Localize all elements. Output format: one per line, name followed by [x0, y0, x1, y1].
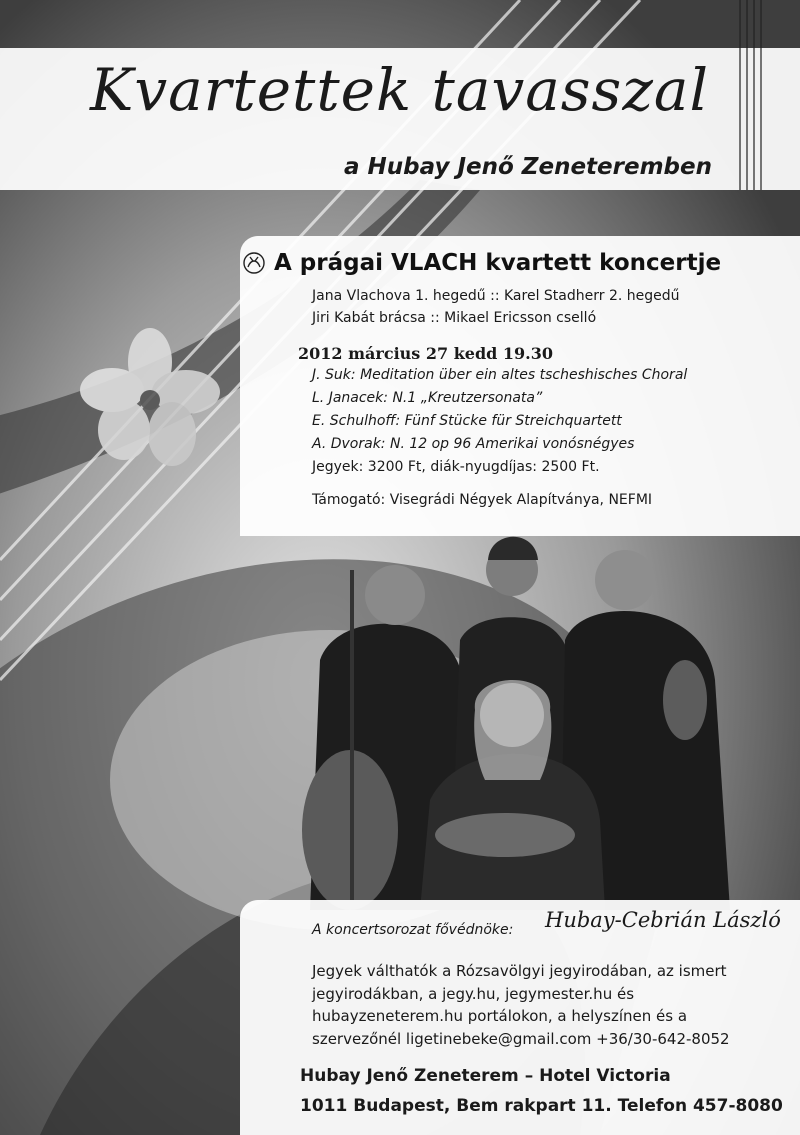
concert-info-panel	[240, 236, 800, 536]
performers-line-2: Jiri Kabát brácsa :: Mikael Ericsson cselló	[312, 310, 597, 326]
concert-title: A prágai VLACH kvartett koncertje	[274, 250, 722, 276]
program-work: Fünf Stücke für Streichquartett	[400, 413, 622, 429]
ticket-info-line: hubayzeneterem.hu portálokon, a helyszínen és a	[312, 1007, 688, 1025]
ticket-prices: Jegyek: 3200 Ft, diák-nyugdíjas: 2500 Ft.	[312, 459, 600, 475]
program-composer: L. Janacek:	[312, 390, 388, 406]
program-composer: A. Dvorak:	[312, 436, 386, 452]
poster-title: Kvartettek tavasszal	[90, 56, 710, 124]
patron-signature: Hubay-Cebrián László	[545, 908, 781, 932]
flower-icon	[242, 251, 266, 275]
program-work: N.1 „Kreutzersonata”	[388, 390, 543, 406]
ticket-sales-info	[312, 960, 772, 1050]
concert-date: 2012 március 27 kedd 19.30	[298, 344, 554, 363]
performers-line-1: Jana Vlachova 1. hegedű :: Karel Stadherr 2. hegedű	[312, 288, 680, 304]
program-composer: J. Suk:	[312, 367, 356, 383]
ticket-info-line: szervezőnél ligetinebeke@gmail.com +36/30-642-8052	[312, 1029, 730, 1048]
patron-label: A koncertsorozat fővédnöke:	[312, 922, 514, 938]
venue-name: Hubay Jenő Zeneterem – Hotel Victoria	[300, 1066, 671, 1086]
program-item	[312, 413, 622, 429]
program-item	[312, 436, 634, 452]
program-work: N. 12 op 96 Amerikai vonósnégyes	[385, 436, 635, 452]
concert-heading	[242, 250, 721, 276]
quartet-photo	[290, 530, 760, 910]
venue-address: 1011 Budapest, Bem rakpart 11. Telefon 457-8080	[300, 1096, 783, 1116]
sponsor-line: Támogató: Visegrádi Négyek Alapítványa, NEFMI	[312, 492, 653, 508]
poster-subtitle: a Hubay Jenő Zeneteremben	[344, 154, 712, 180]
program-composer: E. Schulhoff:	[312, 413, 401, 429]
program-work: Meditation über ein altes tscheshisches Choral	[355, 367, 688, 383]
program-item	[312, 390, 542, 406]
program-item	[312, 367, 687, 383]
ticket-info-line: jegyirodákban, a jegy.hu, jegymester.hu és	[312, 984, 635, 1003]
ticket-info-line: Jegyek válthatók a Rózsavölgyi jegyirodában, az ismert	[312, 962, 727, 980]
